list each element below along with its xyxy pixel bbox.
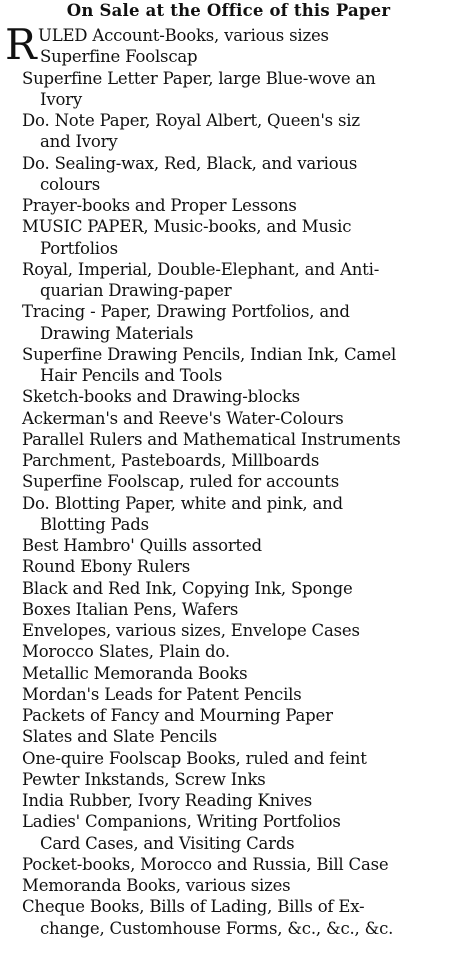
listing-line: Parallel Rulers and Mathematical Instruments (22, 429, 401, 449)
listing-line: Superfine Foolscap, ruled for accounts (22, 472, 339, 492)
listing-line: Metallic Memoranda Books (22, 663, 248, 683)
listing-line: Hair Pencils and Tools (40, 366, 223, 385)
listing-line: Mordan's Leads for Patent Pencils (22, 684, 302, 704)
listing-line: Prayer-books and Proper Lessons (22, 196, 297, 215)
listing-line: India Rubber, Ivory Reading Knives (22, 791, 313, 810)
listing-line: Boxes Italian Pens, Wafers (22, 599, 239, 619)
listing-line: Parchment, Pasteboards, Millboards (22, 451, 320, 470)
drop-cap: R (5, 20, 37, 69)
listing-line: Blotting Pads (40, 514, 149, 534)
listing-line: Drawing Materials (40, 323, 194, 343)
listing-line: Portfolios (40, 238, 118, 258)
listing-line: Sketch-books and Drawing-blocks (22, 387, 300, 407)
listing-line: and Ivory (40, 132, 118, 152)
listing-line: Card Cases, and Visiting Cards (40, 833, 295, 853)
listing-line: Superfine Drawing Pencils, Indian Ink, Camel (22, 344, 397, 364)
listing-line: Do. Blotting Paper, white and pink, and (22, 493, 343, 513)
listing-line: Best Hambro' Quills assorted (22, 536, 262, 555)
listing-line: Memoranda Books, various sizes (22, 876, 291, 895)
listing-line: Ladies' Companions, Writing Portfolios (22, 812, 341, 832)
listing-line: quarian Drawing-paper (40, 281, 232, 300)
listing-line: Envelopes, various sizes, Envelope Cases (22, 621, 360, 640)
listing-line: Black and Red Ink, Copying Ink, Sponge (22, 578, 353, 598)
listing-line: ULED Account-Books, various sizes (38, 26, 329, 45)
listing-line: MUSIC PAPER, Music-books, and Music (22, 217, 352, 237)
listing-line: Round Ebony Rulers (22, 557, 190, 577)
listing-line: change, Customhouse Forms, &c., &c., &c. (40, 918, 394, 938)
listing-line: Do. Note Paper, Royal Albert, Queen's siz (22, 111, 360, 130)
listing-line: Ackerman's and Reeve's Water-Colours (22, 408, 344, 428)
listing-line: Slates and Slate Pencils (22, 727, 218, 747)
listing-line: Ivory (40, 89, 82, 109)
listing-line: Royal, Imperial, Double-Elephant, and Anti- (22, 259, 380, 279)
listing-line: Morocco Slates, Plain do. (22, 642, 230, 662)
listing-line: Cheque Books, Bills of Lading, Bills of Ex- (22, 897, 365, 917)
listing-line: colours (40, 174, 100, 194)
listing-line: Tracing - Paper, Drawing Portfolios, and (22, 302, 350, 322)
listing-line: Superfine Letter Paper, large Blue-wove an (22, 68, 376, 88)
listing-line: Pocket-books, Morocco and Russia, Bill Case (22, 854, 389, 874)
listing-line: Superfine Foolscap (40, 47, 198, 67)
listing-line: Pewter Inkstands, Screw Inks (22, 769, 266, 789)
listing-line: Packets of Fancy and Mourning Paper (22, 706, 333, 725)
listing-line: One-quire Foolscap Books, ruled and feint (22, 748, 367, 768)
page-heading: On Sale at the Office of this Paper (66, 1, 391, 20)
listing-line: Do. Sealing-wax, Red, Black, and various (22, 153, 358, 173)
